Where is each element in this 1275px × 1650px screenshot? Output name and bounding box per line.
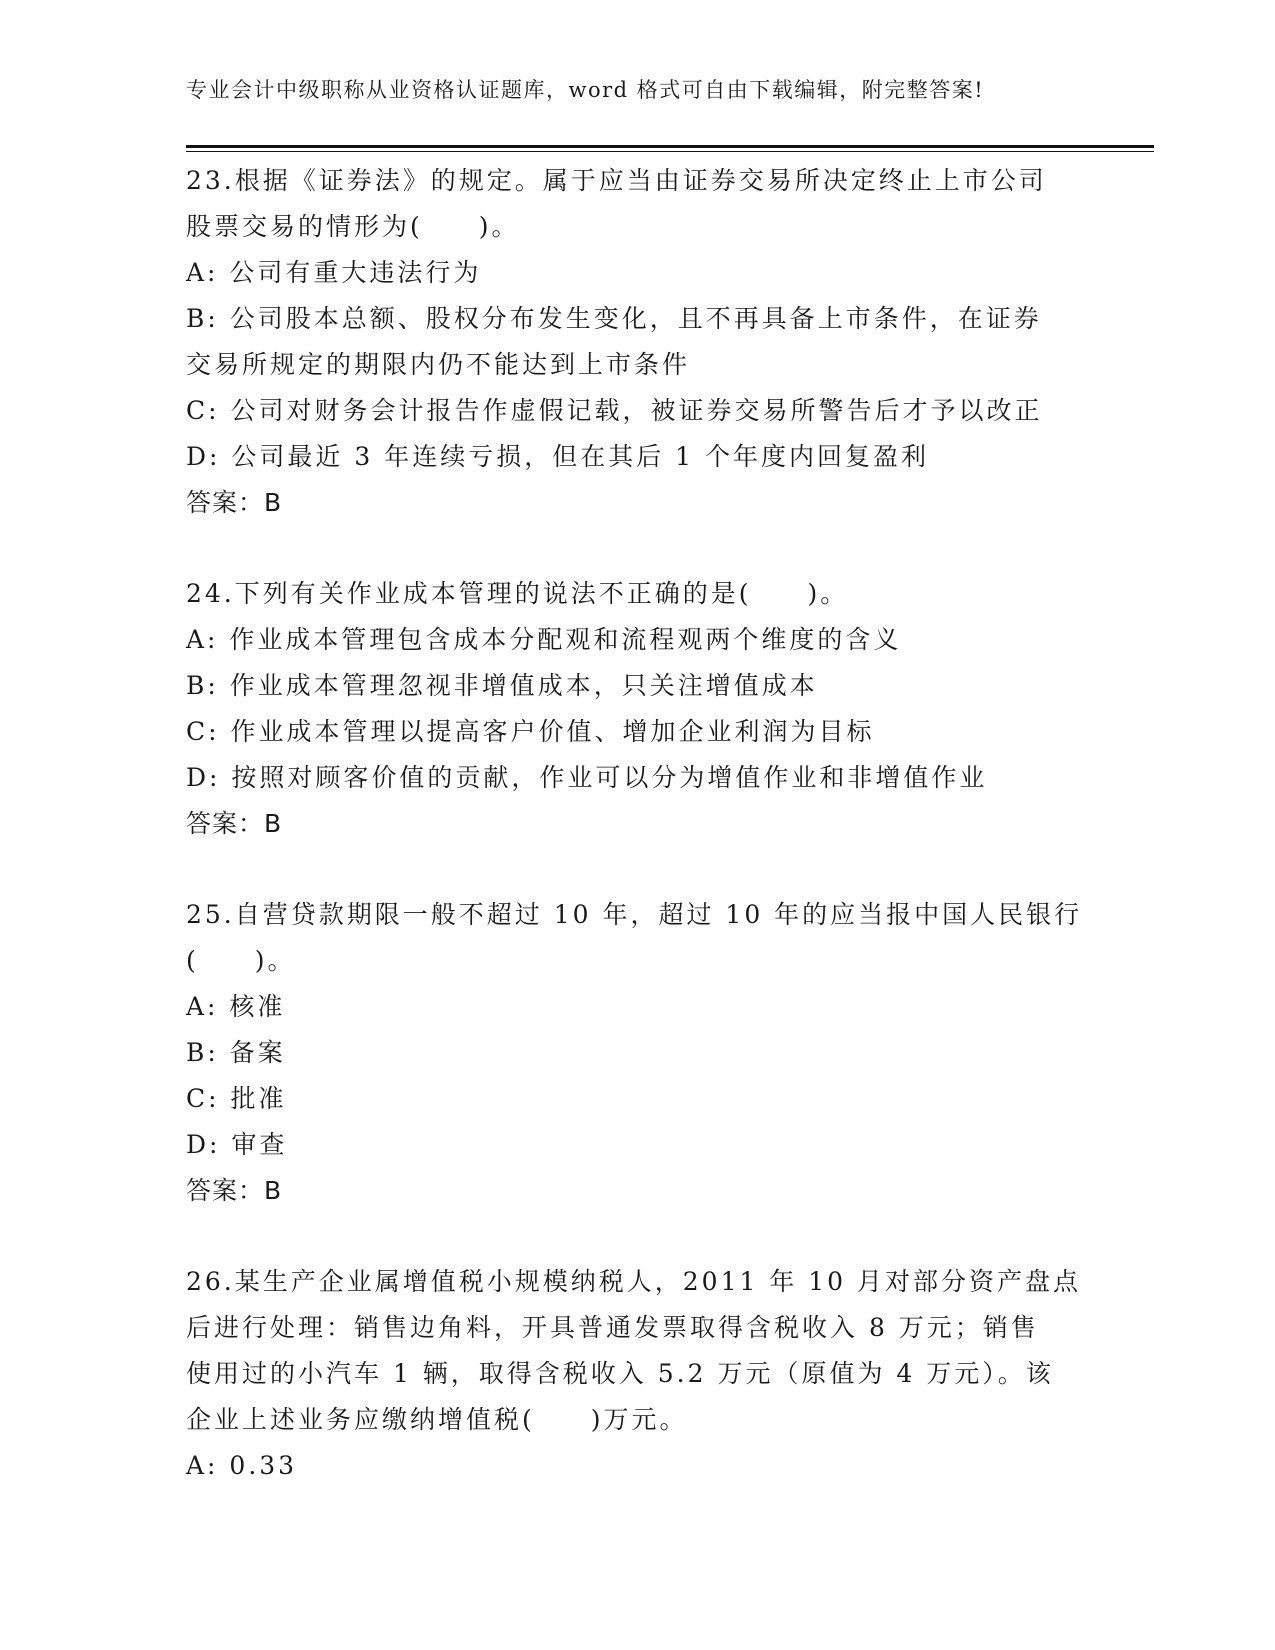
option-a: A: 公司有重大违法行为 [186, 258, 482, 287]
option-b-continued: 交易所规定的期限内仍不能达到上市条件 [186, 350, 691, 379]
header-rule-thick [186, 145, 1154, 148]
option-c: C: 作业成本管理以提高客户价值、增加企业利润为目标 [186, 717, 875, 746]
option-b: B: 备案 [186, 1038, 286, 1067]
answer: 答案：B [186, 488, 283, 517]
page-header: 专业会计中级职称从业资格认证题库，word 格式可自由下载编辑，附完整答案! [186, 78, 985, 102]
question-stem: 25.自营贷款期限一般不超过 10 年，超过 10 年的应当报中国人民银行 [186, 900, 1083, 929]
option-a: A: 核准 [186, 992, 286, 1021]
question-stem: 后进行处理：销售边角料，开具普通发票取得含税收入 8 万元；销售 [186, 1313, 1039, 1342]
option-d: D: 审查 [186, 1130, 288, 1159]
question-list [186, 158, 1086, 1489]
answer: 答案：B [186, 1176, 283, 1205]
option-d: D: 公司最近 3 年连续亏损，但在其后 1 个年度内回复盈利 [186, 442, 930, 471]
question-stem: 23.根据《证券法》的规定。属于应当由证券交易所决定终止上市公司 [186, 166, 1047, 195]
option-b: B: 公司股本总额、股权分布发生变化，且不再具备上市条件，在证券 [186, 304, 1042, 333]
answer: 答案：B [186, 809, 283, 838]
option-d: D: 按照对顾客价值的贡献，作业可以分为增值作业和非增值作业 [186, 763, 988, 792]
question-stem: 企业上述业务应缴纳增值税( )万元。 [186, 1405, 688, 1434]
question-stem: 使用过的小汽车 1 辆，取得含税收入 5.2 万元（原值为 4 万元）。该 [186, 1359, 1054, 1388]
option-c: C: 批准 [186, 1084, 287, 1113]
question-23 [186, 158, 1086, 526]
question-stem: ( )。 [186, 946, 296, 975]
option-a: A: 0.33 [186, 1451, 298, 1480]
option-a: A: 作业成本管理包含成本分配观和流程观两个维度的含义 [186, 625, 902, 654]
question-24 [186, 571, 1086, 847]
question-26 [186, 1259, 1086, 1489]
header-rule-thin [186, 151, 1154, 152]
question-25 [186, 892, 1086, 1214]
option-c: C: 公司对财务会计报告作虚假记载，被证券交易所警告后才予以改正 [186, 396, 1043, 425]
question-stem: 股票交易的情形为( )。 [186, 212, 520, 241]
question-stem: 26.某生产企业属增值税小规模纳税人，2011 年 10 月对部分资产盘点 [186, 1267, 1082, 1296]
option-b: B: 作业成本管理忽视非增值成本，只关注增值成本 [186, 671, 818, 700]
question-stem: 24.下列有关作业成本管理的说法不正确的是( )。 [186, 579, 849, 608]
